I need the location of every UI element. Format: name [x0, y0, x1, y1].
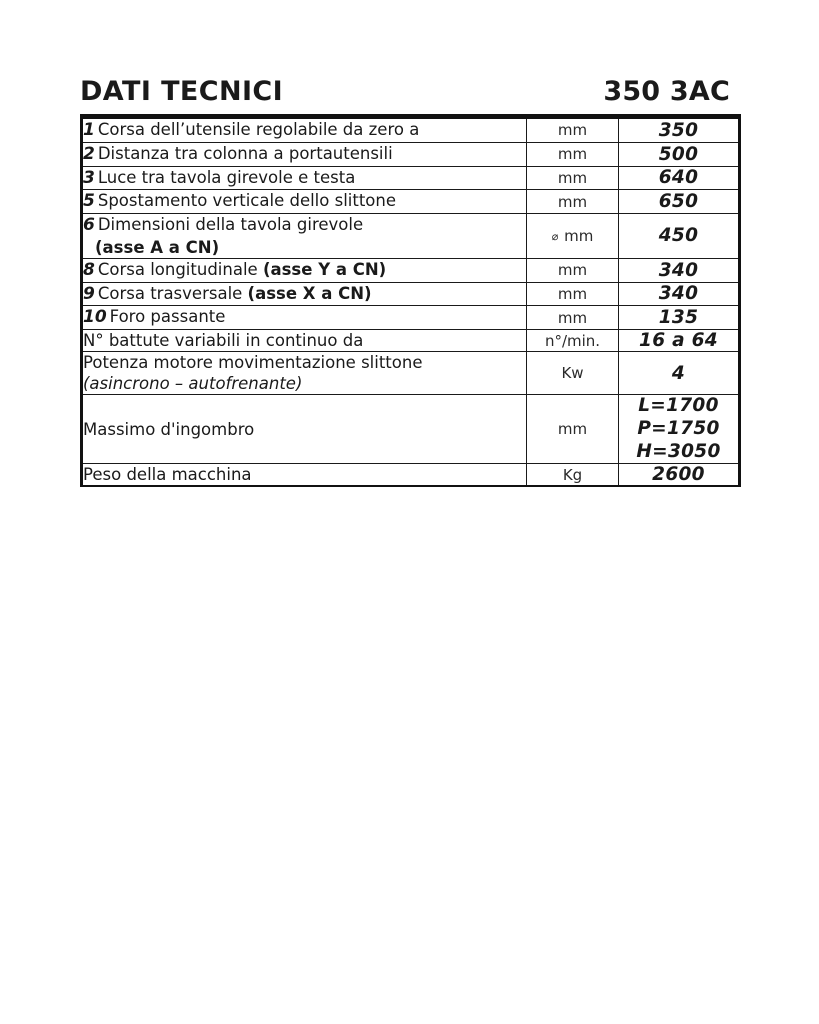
spec-unit-cell: mm	[527, 117, 619, 143]
spec-label: Potenza motore movimentazione slittone	[83, 353, 423, 373]
spec-label: Massimo d'ingombro	[83, 419, 255, 439]
spec-label-secondary: (asse A a CN)	[95, 237, 220, 257]
table-row	[82, 330, 740, 352]
spec-value-line: L=1700	[638, 395, 719, 417]
spec-label: Dimensioni della tavola girevole	[97, 215, 364, 234]
table-body	[82, 117, 740, 487]
table-row	[82, 306, 740, 330]
model-title: 350 3AC	[603, 76, 730, 107]
page-title: DATI TECNICI	[80, 76, 284, 107]
spec-label: N° battute variabili in continuo da	[83, 331, 364, 351]
spec-value-cell: 340	[619, 258, 740, 282]
spec-label: Distanza tra colonna a portautensili	[97, 143, 393, 163]
table-row	[82, 395, 740, 464]
diameter-icon: ⌀	[551, 229, 559, 243]
technical-data-table	[80, 114, 741, 487]
spec-index: 10	[83, 307, 107, 328]
spec-label: Spostamento verticale dello slittone	[97, 191, 397, 211]
table-row	[82, 142, 740, 166]
spec-description-cell	[82, 395, 527, 464]
table-row	[82, 117, 740, 143]
spec-description-cell	[82, 117, 527, 143]
spec-unit-cell: mm	[527, 142, 619, 166]
table-row	[82, 464, 740, 487]
spec-description-cell	[82, 214, 527, 259]
table-row	[82, 190, 740, 214]
spec-value-cell: 2600	[619, 464, 740, 487]
spec-description-cell	[82, 352, 527, 395]
spec-description-cell	[82, 142, 527, 166]
spec-unit-cell: Kg	[527, 464, 619, 487]
table-row	[82, 282, 740, 306]
spec-index: 1	[83, 120, 95, 140]
table-row	[82, 214, 740, 259]
spec-value-cell: 16 a 64	[619, 330, 740, 352]
spec-description-cell	[82, 330, 527, 352]
spec-value-cell: 350	[619, 117, 740, 143]
spec-label: Foro passante	[109, 307, 226, 327]
spec-value-line: P=1750	[637, 418, 720, 439]
spec-description-cell	[82, 282, 527, 306]
spec-label-emphasis: (asse Y a CN)	[262, 259, 387, 279]
spec-unit-cell: Kw	[527, 352, 619, 395]
spec-label: Corsa dell’utensile regolabile da zero a	[97, 120, 420, 139]
spec-index: 2	[83, 143, 95, 164]
spec-index: 5	[83, 191, 95, 212]
spec-description-cell	[82, 306, 527, 330]
spec-label: Corsa longitudinale	[97, 259, 263, 279]
spec-index: 8	[83, 259, 95, 280]
spec-label: Corsa trasversale	[97, 283, 248, 303]
spec-label: Peso della macchina	[83, 465, 252, 485]
spec-value-cell: 4	[619, 352, 740, 395]
table-row	[82, 352, 740, 395]
spec-value-cell: 135	[619, 306, 740, 330]
spec-description-cell	[82, 166, 527, 190]
spec-unit-cell: n°/min.	[527, 330, 619, 352]
spec-value-cell: 500	[619, 142, 740, 166]
spec-index: 3	[83, 167, 95, 188]
spec-unit-cell: mm	[527, 282, 619, 306]
spec-description-cell	[82, 190, 527, 214]
spec-value-cell: 650	[619, 190, 740, 214]
spec-unit-cell: mm	[527, 166, 619, 190]
spec-label-emphasis: (asse X a CN)	[247, 283, 372, 303]
spec-description-cell	[82, 258, 527, 282]
title-row	[80, 78, 738, 105]
table-row	[82, 166, 740, 190]
spec-index: 9	[83, 283, 95, 304]
spec-label-secondary: (asincrono – autofrenante)	[83, 374, 303, 394]
table-row	[82, 258, 740, 282]
spec-unit-cell: mm	[527, 306, 619, 330]
spec-unit-cell: mm	[527, 190, 619, 214]
spec-value-cell	[619, 395, 740, 464]
spec-unit-cell: ⌀ mm	[527, 214, 619, 259]
spec-index: 6	[83, 215, 95, 235]
spec-value-cell: 640	[619, 166, 740, 190]
spec-unit-cell: mm	[527, 395, 619, 464]
spec-description-cell	[82, 464, 527, 487]
spec-label: Luce tra tavola girevole e testa	[97, 167, 356, 187]
spec-value-cell: 340	[619, 282, 740, 306]
spec-value-cell: 450	[619, 214, 740, 259]
spec-unit-cell: mm	[527, 258, 619, 282]
spec-value-line: H=3050	[636, 440, 721, 462]
